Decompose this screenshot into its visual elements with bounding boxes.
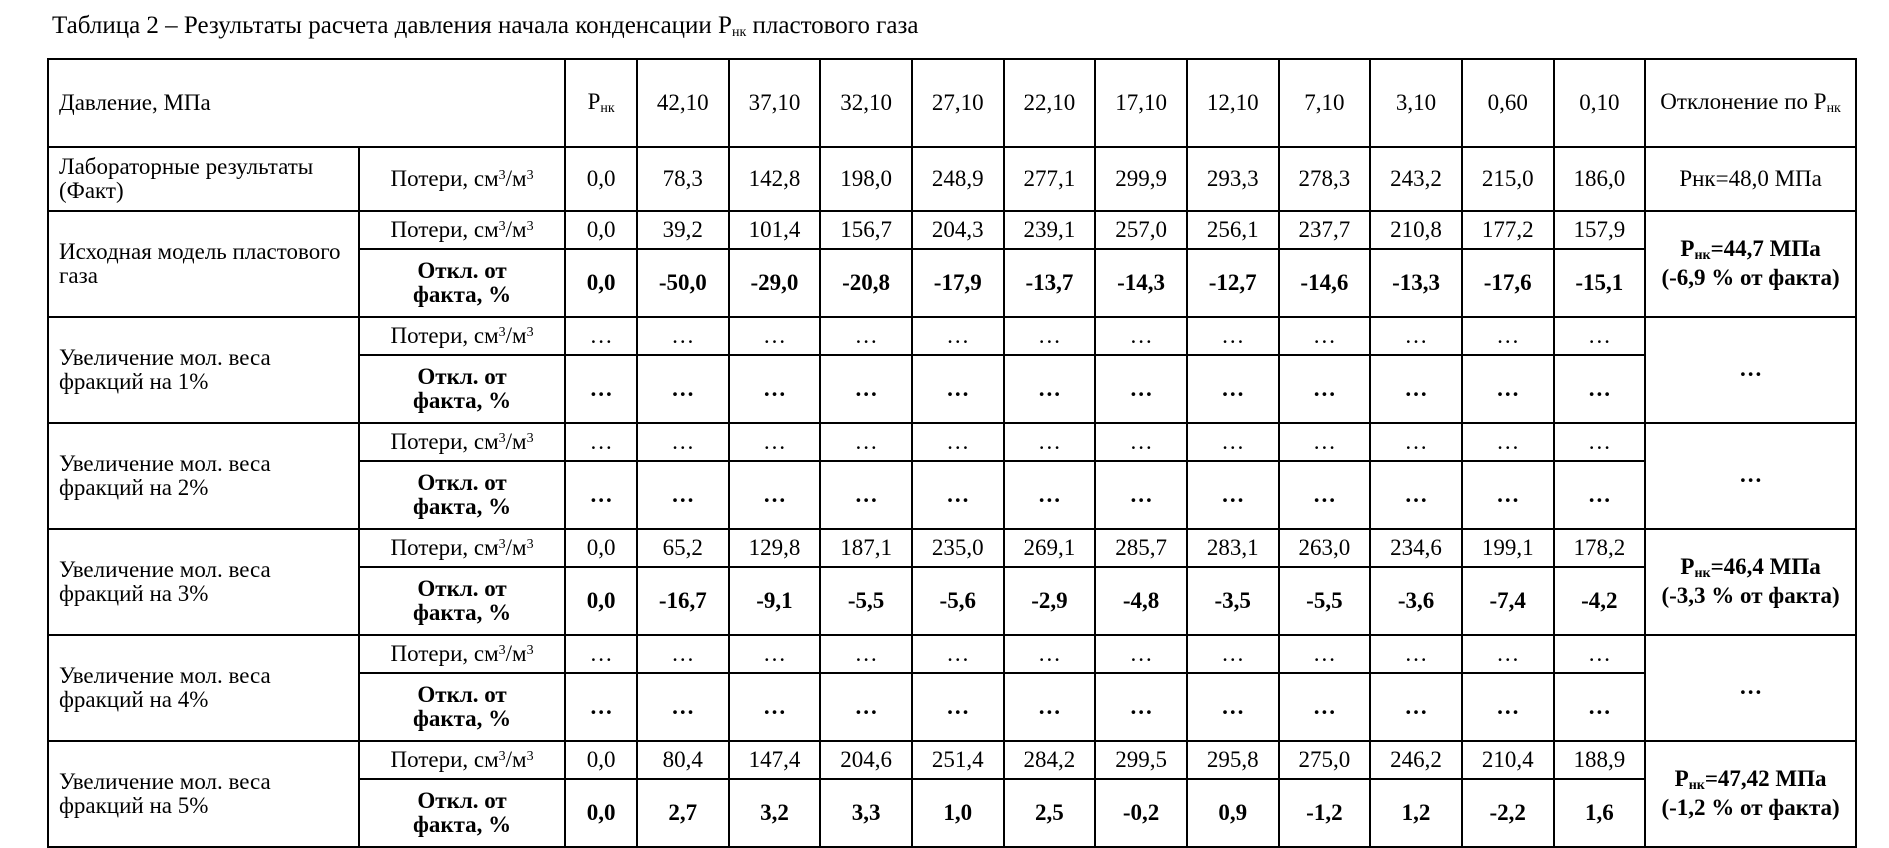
result-line2: (-1,2 % от факта) <box>1661 795 1840 821</box>
unit-deviation-line1: Откл. от <box>417 575 507 601</box>
loss-value-cell: … <box>1095 423 1187 461</box>
deviation-header <box>1645 59 1856 147</box>
loss-value-cell: 283,1 <box>1187 529 1279 567</box>
lab-value-cell: 186,0 <box>1554 147 1646 211</box>
group-label: Увеличение мол. веса фракций на 4% <box>48 635 359 741</box>
loss-value-cell: … <box>1004 423 1096 461</box>
pnk-header <box>565 59 637 147</box>
deviation-value-cell: -2,2 <box>1462 779 1554 847</box>
pressure-header-cell: 0,60 <box>1462 59 1554 147</box>
group-result-cell <box>1645 423 1856 529</box>
deviation-value-cell: … <box>1004 673 1096 741</box>
deviation-value-cell: -15,1 <box>1554 249 1646 317</box>
unit-exp: 3 <box>526 748 534 764</box>
deviation-value-cell: … <box>1004 355 1096 423</box>
lab-value-cell: 278,3 <box>1279 147 1371 211</box>
deviation-value-cell: … <box>912 673 1004 741</box>
unit-losses <box>359 317 566 355</box>
unit-deviation <box>359 673 566 741</box>
deviation-value-cell: -3,5 <box>1187 567 1279 635</box>
deviation-value-cell: … <box>1095 355 1187 423</box>
loss-value-cell: 39,2 <box>637 211 729 249</box>
lab-value-cell: 299,9 <box>1095 147 1187 211</box>
loss-value-cell: … <box>1462 423 1554 461</box>
deviation-value-cell: … <box>729 673 821 741</box>
unit-exp: 3 <box>526 167 534 183</box>
result-line2: (-3,3 % от факта) <box>1661 583 1840 609</box>
deviation-value-cell: … <box>912 355 1004 423</box>
result-sub: нк <box>1694 565 1711 581</box>
loss-value-cell: … <box>1187 317 1279 355</box>
result-tail: =47,42 МПа <box>1704 765 1827 791</box>
deviation-pnk-cell: … <box>565 673 637 741</box>
deviation-value-cell: … <box>1187 461 1279 529</box>
loss-value-cell: … <box>729 635 821 673</box>
deviation-value-cell: … <box>1462 461 1554 529</box>
unit-exp: 3 <box>498 167 506 183</box>
loss-pnk-cell: … <box>565 635 637 673</box>
deviation-value-cell: -1,2 <box>1279 779 1371 847</box>
unit-exp: 3 <box>526 642 534 658</box>
loss-value-cell: 101,4 <box>729 211 821 249</box>
result-main: … <box>1739 462 1763 488</box>
loss-value-cell: … <box>729 423 821 461</box>
deviation-value-cell: … <box>1095 461 1187 529</box>
unit-losses-text: Потери, см <box>390 428 499 454</box>
unit-exp: 3 <box>526 324 534 340</box>
unit-losses <box>359 147 566 211</box>
result-main: … <box>1739 674 1763 700</box>
loss-value-cell: … <box>1187 635 1279 673</box>
table-caption <box>52 12 919 41</box>
group-result-cell <box>1645 741 1856 847</box>
loss-pnk-cell: 0,0 <box>565 211 637 249</box>
loss-value-cell: 269,1 <box>1004 529 1096 567</box>
deviation-value-cell: … <box>1554 355 1646 423</box>
unit-deviation <box>359 249 566 317</box>
deviation-value-cell: -14,6 <box>1279 249 1371 317</box>
deviation-value-cell: -5,6 <box>912 567 1004 635</box>
losses-row <box>48 635 1856 673</box>
deviation-value-cell: -0,2 <box>1095 779 1187 847</box>
loss-value-cell: … <box>912 423 1004 461</box>
deviation-value-cell: … <box>1554 461 1646 529</box>
unit-losses-text: Потери, см <box>390 322 499 348</box>
unit-deviation-line2: факта, % <box>412 812 512 837</box>
loss-pnk-cell: 0,0 <box>565 529 637 567</box>
pressure-header-cell: 37,10 <box>729 59 821 147</box>
deviation-value-cell: -5,5 <box>820 567 912 635</box>
loss-value-cell: 178,2 <box>1554 529 1646 567</box>
deviation-value-cell: -12,7 <box>1187 249 1279 317</box>
unit-exp: 3 <box>498 218 506 234</box>
deviation-value-cell: 1,0 <box>912 779 1004 847</box>
result-main: Р <box>1680 553 1695 579</box>
unit-losses-text: Потери, см <box>390 165 499 191</box>
loss-value-cell: … <box>1187 423 1279 461</box>
deviation-value-cell: -16,7 <box>637 567 729 635</box>
unit-deviation <box>359 355 566 423</box>
group-label: Увеличение мол. веса фракций на 2% <box>48 423 359 529</box>
deviation-value-cell: … <box>1370 461 1462 529</box>
unit-losses-text: Потери, см <box>390 216 499 242</box>
loss-value-cell: 299,5 <box>1095 741 1187 779</box>
deviation-value-cell: … <box>820 673 912 741</box>
loss-value-cell: 234,6 <box>1370 529 1462 567</box>
loss-value-cell: 156,7 <box>820 211 912 249</box>
deviation-value-cell: … <box>1279 461 1371 529</box>
deviation-value-cell: -13,3 <box>1370 249 1462 317</box>
loss-value-cell: … <box>1279 317 1371 355</box>
unit-losses-mid: /м <box>505 428 527 454</box>
loss-value-cell: 188,9 <box>1554 741 1646 779</box>
loss-value-cell: 80,4 <box>637 741 729 779</box>
loss-value-cell: 129,8 <box>729 529 821 567</box>
caption-subscript: нк <box>731 25 747 40</box>
result-line2: (-6,9 % от факта) <box>1661 265 1840 291</box>
caption-text: Таблица 2 – Результаты расчета давления начала конденсации Р <box>52 12 732 39</box>
lab-value-cell: 243,2 <box>1370 147 1462 211</box>
deviation-value-cell: -7,4 <box>1462 567 1554 635</box>
unit-losses-mid: /м <box>505 534 527 560</box>
unit-deviation-line2: факта, % <box>412 388 512 413</box>
unit-exp: 3 <box>498 642 506 658</box>
loss-value-cell: … <box>1370 317 1462 355</box>
deviation-value-cell: … <box>1095 673 1187 741</box>
loss-value-cell: … <box>1462 317 1554 355</box>
deviation-value-cell: … <box>1554 673 1646 741</box>
unit-losses-mid: /м <box>505 746 527 772</box>
deviation-value-cell: -20,8 <box>820 249 912 317</box>
deviation-value-cell: … <box>1279 355 1371 423</box>
loss-value-cell: 256,1 <box>1187 211 1279 249</box>
deviation-value-cell: -17,6 <box>1462 249 1554 317</box>
deviation-value-cell: … <box>1370 673 1462 741</box>
group-result-cell <box>1645 635 1856 741</box>
loss-value-cell: 204,3 <box>912 211 1004 249</box>
lab-value-cell: 78,3 <box>637 147 729 211</box>
loss-value-cell: … <box>820 635 912 673</box>
deviation-value-cell: … <box>1004 461 1096 529</box>
loss-value-cell: … <box>1370 423 1462 461</box>
pressure-header-cell: 27,10 <box>912 59 1004 147</box>
deviation-value-cell: -13,7 <box>1004 249 1096 317</box>
unit-losses <box>359 741 566 779</box>
deviation-value-cell: 3,3 <box>820 779 912 847</box>
lab-result-cell: Рнк=48,0 МПа <box>1645 147 1856 211</box>
unit-losses-mid: /м <box>505 165 527 191</box>
deviation-value-cell: … <box>637 355 729 423</box>
unit-losses-mid: /м <box>505 640 527 666</box>
loss-value-cell: … <box>1279 635 1371 673</box>
group-result-cell <box>1645 317 1856 423</box>
loss-value-cell: … <box>1554 423 1646 461</box>
unit-deviation-line2: факта, % <box>412 706 512 731</box>
deviation-value-cell: … <box>1462 673 1554 741</box>
loss-value-cell: … <box>637 317 729 355</box>
loss-value-cell: … <box>1095 317 1187 355</box>
unit-deviation-line1: Откл. от <box>417 681 507 707</box>
deviation-value-cell: … <box>637 461 729 529</box>
loss-value-cell: 237,7 <box>1279 211 1371 249</box>
pressure-header-cell: 32,10 <box>820 59 912 147</box>
unit-deviation-line1: Откл. от <box>417 469 507 495</box>
group-label: Увеличение мол. веса фракций на 1% <box>48 317 359 423</box>
caption-text-end: пластового газа <box>746 12 919 39</box>
loss-value-cell: … <box>820 423 912 461</box>
pressure-header-cell: 3,10 <box>1370 59 1462 147</box>
pressure-header-cell: 12,10 <box>1187 59 1279 147</box>
pressure-header: Давление, МПа <box>48 59 565 147</box>
deviation-value-cell: … <box>729 355 821 423</box>
lab-pnk-cell: 0,0 <box>565 147 637 211</box>
unit-deviation <box>359 567 566 635</box>
unit-losses <box>359 211 566 249</box>
deviation-value-cell: … <box>1187 673 1279 741</box>
deviation-value-cell: … <box>1187 355 1279 423</box>
loss-value-cell: 235,0 <box>912 529 1004 567</box>
loss-value-cell: … <box>1554 635 1646 673</box>
deviation-pnk-cell: 0,0 <box>565 779 637 847</box>
loss-value-cell: … <box>820 317 912 355</box>
unit-exp: 3 <box>498 324 506 340</box>
unit-deviation-line1: Откл. от <box>417 257 507 283</box>
deviation-value-cell: -17,9 <box>912 249 1004 317</box>
unit-exp: 3 <box>498 430 506 446</box>
loss-value-cell: 295,8 <box>1187 741 1279 779</box>
loss-value-cell: … <box>1279 423 1371 461</box>
loss-value-cell: 246,2 <box>1370 741 1462 779</box>
loss-value-cell: … <box>912 317 1004 355</box>
group-result-cell <box>1645 529 1856 635</box>
loss-value-cell: 251,4 <box>912 741 1004 779</box>
deviation-value-cell: -4,2 <box>1554 567 1646 635</box>
pnk-header-main: Р <box>587 88 601 114</box>
deviation-value-cell: 2,7 <box>637 779 729 847</box>
loss-value-cell: 177,2 <box>1462 211 1554 249</box>
result-tail: =44,7 МПа <box>1710 235 1821 261</box>
deviation-pnk-cell: 0,0 <box>565 567 637 635</box>
deviation-value-cell: … <box>1462 355 1554 423</box>
loss-value-cell: … <box>912 635 1004 673</box>
unit-deviation-line1: Откл. от <box>417 787 507 813</box>
loss-value-cell: 210,4 <box>1462 741 1554 779</box>
loss-value-cell: … <box>1004 635 1096 673</box>
loss-value-cell: 187,1 <box>820 529 912 567</box>
unit-deviation-line2: факта, % <box>412 600 512 625</box>
deviation-value-cell: … <box>912 461 1004 529</box>
losses-row <box>48 529 1856 567</box>
pressure-header-cell: 7,10 <box>1279 59 1371 147</box>
header-row <box>48 59 1856 147</box>
deviation-value-cell: … <box>820 355 912 423</box>
unit-exp: 3 <box>526 536 534 552</box>
loss-value-cell: 257,0 <box>1095 211 1187 249</box>
loss-value-cell: … <box>1004 317 1096 355</box>
deviation-pnk-cell: … <box>565 355 637 423</box>
unit-losses-text: Потери, см <box>390 534 499 560</box>
loss-value-cell: … <box>637 635 729 673</box>
unit-exp: 3 <box>526 218 534 234</box>
losses-row <box>48 423 1856 461</box>
lab-label: Лабораторные результаты (Факт) <box>48 147 359 211</box>
group-label: Увеличение мол. веса фракций на 5% <box>48 741 359 847</box>
deviation-pnk-cell: … <box>565 461 637 529</box>
pressure-header-cell: 17,10 <box>1095 59 1187 147</box>
loss-value-cell: 263,0 <box>1279 529 1371 567</box>
unit-deviation <box>359 779 566 847</box>
lab-value-cell: 142,8 <box>729 147 821 211</box>
deviation-value-cell: … <box>1370 355 1462 423</box>
result-sub: нк <box>1688 777 1705 793</box>
pressure-header-cell: 0,10 <box>1554 59 1646 147</box>
pressure-header-cell: 22,10 <box>1004 59 1096 147</box>
result-main: … <box>1739 356 1763 382</box>
loss-value-cell: 147,4 <box>729 741 821 779</box>
loss-value-cell: 284,2 <box>1004 741 1096 779</box>
losses-row <box>48 741 1856 779</box>
result-main: Р <box>1674 765 1689 791</box>
unit-losses-text: Потери, см <box>390 746 499 772</box>
unit-deviation-line2: факта, % <box>412 494 512 519</box>
unit-losses <box>359 529 566 567</box>
loss-pnk-cell: … <box>565 317 637 355</box>
loss-pnk-cell: … <box>565 423 637 461</box>
pressure-header-cell: 42,10 <box>637 59 729 147</box>
loss-value-cell: 204,6 <box>820 741 912 779</box>
deviation-value-cell: -29,0 <box>729 249 821 317</box>
unit-deviation-line2: факта, % <box>412 282 512 307</box>
deviation-header-sub: нк <box>1826 100 1841 116</box>
deviation-value-cell: … <box>820 461 912 529</box>
deviation-pnk-cell: 0,0 <box>565 249 637 317</box>
loss-value-cell: 210,8 <box>1370 211 1462 249</box>
loss-value-cell: … <box>1370 635 1462 673</box>
deviation-header-text: Отклонение по Р <box>1660 88 1827 114</box>
result-tail: =46,4 МПа <box>1710 553 1821 579</box>
deviation-value-cell: 1,6 <box>1554 779 1646 847</box>
loss-value-cell: … <box>637 423 729 461</box>
group-label: Исходная модель пластового газа <box>48 211 359 317</box>
deviation-value-cell: -14,3 <box>1095 249 1187 317</box>
loss-value-cell: … <box>1095 635 1187 673</box>
deviation-value-cell: -3,6 <box>1370 567 1462 635</box>
unit-exp: 3 <box>526 430 534 446</box>
result-sub: нк <box>1694 247 1711 263</box>
deviation-value-cell: -4,8 <box>1095 567 1187 635</box>
results-table <box>47 58 1857 848</box>
deviation-value-cell: 1,2 <box>1370 779 1462 847</box>
group-result-cell <box>1645 211 1856 317</box>
loss-value-cell: … <box>1554 317 1646 355</box>
lab-row <box>48 147 1856 211</box>
unit-losses-mid: /м <box>505 322 527 348</box>
loss-value-cell: 275,0 <box>1279 741 1371 779</box>
lab-value-cell: 198,0 <box>820 147 912 211</box>
lab-value-cell: 215,0 <box>1462 147 1554 211</box>
losses-row <box>48 317 1856 355</box>
loss-pnk-cell: 0,0 <box>565 741 637 779</box>
result-main: Р <box>1680 235 1695 261</box>
loss-value-cell: 199,1 <box>1462 529 1554 567</box>
deviation-value-cell: -50,0 <box>637 249 729 317</box>
deviation-value-cell: -5,5 <box>1279 567 1371 635</box>
deviation-value-cell: … <box>729 461 821 529</box>
deviation-value-cell: -2,9 <box>1004 567 1096 635</box>
loss-value-cell: … <box>1462 635 1554 673</box>
unit-exp: 3 <box>498 536 506 552</box>
losses-row <box>48 211 1856 249</box>
deviation-value-cell: … <box>1279 673 1371 741</box>
unit-losses <box>359 635 566 673</box>
pnk-header-sub: нк <box>600 100 615 116</box>
deviation-value-cell: -9,1 <box>729 567 821 635</box>
loss-value-cell: 285,7 <box>1095 529 1187 567</box>
loss-value-cell: 239,1 <box>1004 211 1096 249</box>
lab-value-cell: 248,9 <box>912 147 1004 211</box>
lab-value-cell: 293,3 <box>1187 147 1279 211</box>
loss-value-cell: 65,2 <box>637 529 729 567</box>
unit-losses-mid: /м <box>505 216 527 242</box>
group-label: Увеличение мол. веса фракций на 3% <box>48 529 359 635</box>
lab-value-cell: 277,1 <box>1004 147 1096 211</box>
unit-losses-text: Потери, см <box>390 640 499 666</box>
loss-value-cell: 157,9 <box>1554 211 1646 249</box>
loss-value-cell: … <box>729 317 821 355</box>
deviation-value-cell: 0,9 <box>1187 779 1279 847</box>
unit-losses <box>359 423 566 461</box>
unit-exp: 3 <box>498 748 506 764</box>
unit-deviation <box>359 461 566 529</box>
unit-deviation-line1: Откл. от <box>417 363 507 389</box>
deviation-value-cell: … <box>637 673 729 741</box>
deviation-value-cell: 2,5 <box>1004 779 1096 847</box>
deviation-value-cell: 3,2 <box>729 779 821 847</box>
